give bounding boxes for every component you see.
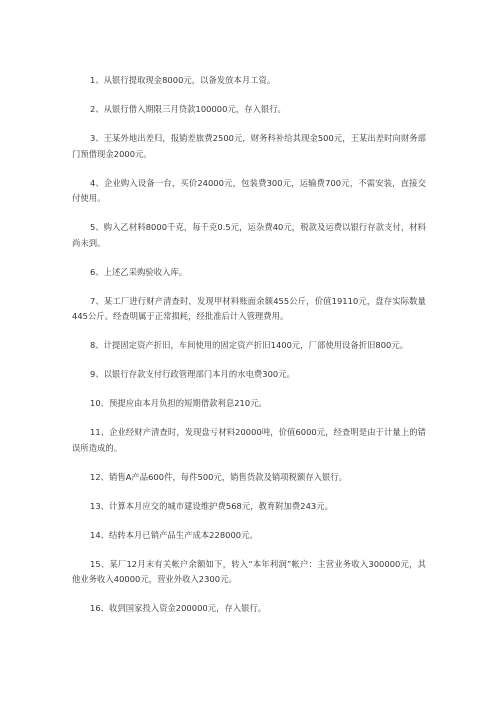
- document-page: [72, 73, 426, 630]
- exercise-item-8: 8、计提固定资产折旧，车间使用的固定资产折旧1400元，厂部使用设备折旧800元。: [90, 340, 409, 350]
- exercise-item-3: 3、王某外地出差归，报销差旅费2500元，财务科补给其现金500元，王某出差时向财务部门预借现金2000元。: [72, 133, 426, 159]
- exercise-item-7: 7、某工厂进行财产清查时，发现甲材料账面余额455公斤，价值19110元，盘存实际数量445公斤。经查明属于正常损耗，经批准后计入管理费用。: [72, 295, 426, 321]
- exercise-item-6: 6、上述乙采购验收入库。: [90, 266, 188, 277]
- exercise-item-2: 2、从银行借入期限三月贷款100000元，存入银行。: [90, 104, 286, 114]
- exercise-item-9: 9、以银行存款支付行政管理部门本月的水电费300元。: [90, 369, 295, 379]
- exercise-item-10: 10、预提应由本月负担的短期借款利息210元。: [90, 398, 267, 408]
- exercise-item-11: 11、企业经财产清查时，发现盘亏材料20000吨，价值6000元，经查明是由于计量上的错误所造成的。: [72, 427, 426, 453]
- exercise-item-16: 16、收到国家投入资金200000元，存入银行。: [90, 603, 267, 613]
- exercise-item-14: 14、结转本月已销产品生产成本228000元。: [90, 529, 258, 540]
- exercise-item-4: 4、企业购入设备一台，买价24000元，包装费300元，运输费700元，不需安装，直接交付使用。: [72, 177, 426, 203]
- exercise-item-5: 5、购入乙材料8000千克，每千克0.5元，运杂费40元，税款及运费以银行存款支付，材料尚未到。: [72, 222, 426, 248]
- exercise-item-1: 1、从银行提取现金8000元，以备发放本月工资。: [90, 75, 276, 85]
- exercise-item-13: 13、计算本月应交的城市建设维护费568元，教育附加费243元。: [90, 500, 333, 511]
- exercise-item-12: 12、销售A产品600件，每件500元，销售货款及销项税额存入银行。: [90, 471, 348, 482]
- exercise-item-15: 15、某厂12月末有关帐户余额如下，转入“本年利润”帐户：主营业务收入300000元，其他业务收入40000元，营业外收入2300元。: [72, 558, 426, 584]
